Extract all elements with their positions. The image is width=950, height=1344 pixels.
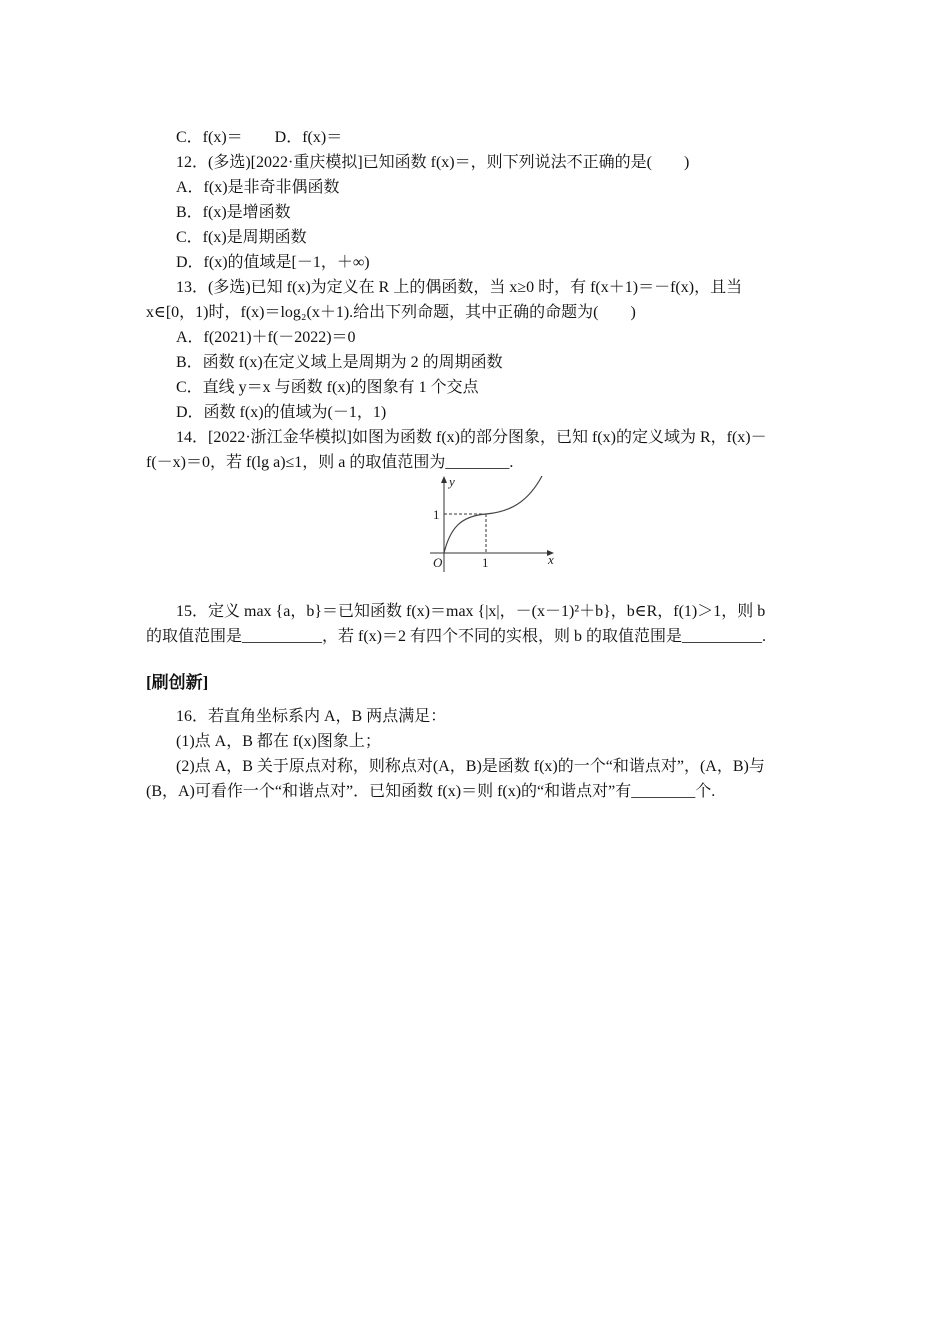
text-line-l12: D．函数 f(x)的值域为(－1，1)	[176, 404, 387, 421]
x-tick-label: 1	[482, 555, 489, 570]
y-tick-label: 1	[433, 507, 440, 522]
text-line-l15: 15．定义 max {a，b}＝已知函数 f(x)＝max {|x|，－(x－1)²＋b}，b∈R，f(1)＞1，则 b	[176, 603, 766, 620]
text-line-l18: (1)点 A，B 都在 f(x)图象上；	[176, 733, 381, 750]
text-line-l14: f(－x)＝0，若 f(lg a)≤1，则 a 的取值范围为________.	[146, 454, 514, 471]
text-line-l2: 12．(多选)[2022·重庆模拟]已知函数 f(x)＝，则下列说法不正确的是( )	[176, 154, 690, 171]
text-line-l9: A．f(2021)＋f(－2022)＝0	[176, 329, 356, 346]
text-line-l10: B．函数 f(x)在定义域上是周期为 2 的周期函数	[176, 354, 503, 371]
text-line-l3: A．f(x)是非奇非偶函数	[176, 179, 340, 196]
text-line-l1: C．f(x)＝ D．f(x)＝	[176, 129, 343, 146]
text-line-l5: C．f(x)是周期函数	[176, 229, 307, 246]
y-axis-label: y	[449, 474, 455, 489]
text-line-l16: 的取值范围是__________，若 f(x)＝2 有四个不同的实根，则 b 的取值范围是__________.	[146, 628, 766, 645]
text-line-l19: (2)点 A，B 关于原点对称，则称点对(A，B)是函数 f(x)的一个“和谐点对”，(A，B)与	[176, 758, 765, 775]
text-line-l17: 16．若直角坐标系内 A，B 两点满足：	[176, 708, 447, 725]
text-line-l11: C．直线 y＝x 与函数 f(x)的图象有 1 个交点	[176, 379, 479, 396]
text-line-l7: 13．(多选)已知 f(x)为定义在 R 上的偶函数，当 x≥0 时，有 f(x＋1)＝－f(x)，且当	[176, 279, 743, 296]
text-line-l8: x∈[0，1)时，f(x)＝log₂(x＋1).给出下列命题，其中正确的命题为( )	[146, 304, 636, 321]
function-graph-figure	[420, 474, 560, 574]
text-line-l6: D．f(x)的值域是[－1，＋∞)	[176, 254, 370, 271]
x-axis-label: x	[548, 552, 554, 567]
text-line-l4: B．f(x)是增函数	[176, 204, 291, 221]
text-line-l13: 14．[2022·浙江金华模拟]如图为函数 f(x)的部分图象，已知 f(x)的定义域为 R，f(x)－	[176, 429, 767, 446]
origin-label: O	[433, 555, 443, 570]
text-line-l20: (B，A)可看作一个“和谐点对”．已知函数 f(x)＝则 f(x)的“和谐点对”有________个.	[146, 783, 716, 800]
function-curve	[444, 476, 542, 553]
y-axis-arrow	[441, 476, 447, 483]
section-heading: [刷创新]	[146, 673, 209, 692]
